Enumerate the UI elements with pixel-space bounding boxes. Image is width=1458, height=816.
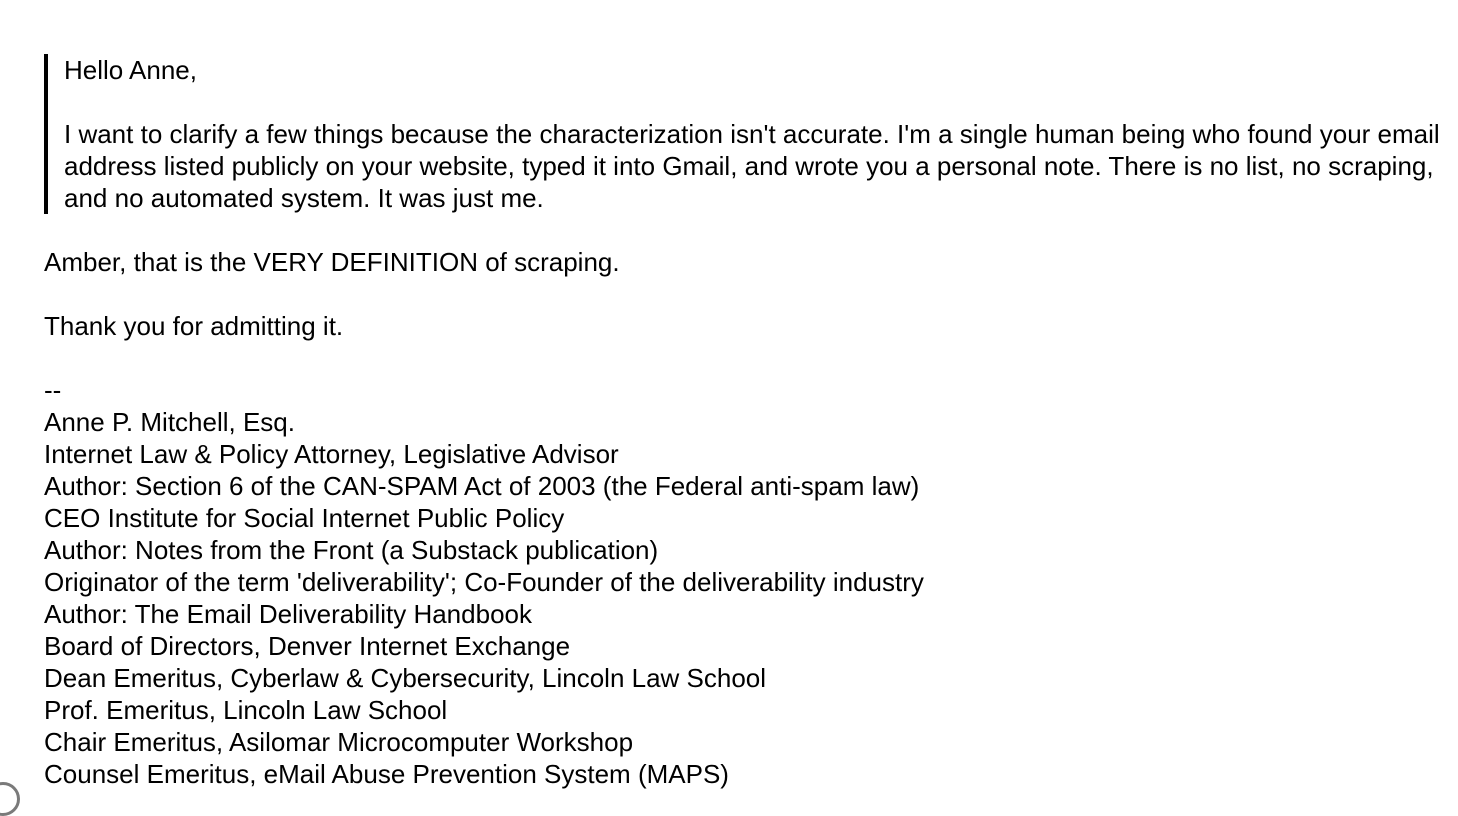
quote-body: I want to clarify a few things because the characterization isn't accurate. I'm a single human being who found your email address listed publicly on your website, typed it into Gmail, and wrote you a personal note. There is no list, no scraping, and no automated system. It was just me. (64, 119, 1440, 213)
signature (44, 374, 1444, 790)
window-corner-decoration (0, 782, 20, 816)
signature-line: Board of Directors, Denver Internet Exchange (44, 631, 571, 661)
signature-line: Chair Emeritus, Asilomar Microcomputer Workshop (44, 727, 634, 757)
email-body (44, 54, 1444, 790)
signature-line: Author: The Email Deliverability Handbook (44, 599, 532, 629)
signature-line: Anne P. Mitchell, Esq. (44, 407, 295, 437)
reply-line-2: Thank you for admitting it. (44, 311, 344, 341)
signature-line: Originator of the term 'deliverability'; Co-Founder of the deliverability industry (44, 567, 924, 597)
signature-separator: -- (44, 375, 62, 405)
signature-line: Internet Law & Policy Attorney, Legislative Advisor (44, 439, 619, 469)
signature-line: CEO Institute for Social Internet Public Policy (44, 503, 565, 533)
signature-line: Author: Section 6 of the CAN-SPAM Act of 2003 (the Federal anti-spam law) (44, 471, 920, 501)
quote-greeting: Hello Anne, (64, 55, 197, 85)
signature-line: Counsel Emeritus, eMail Abuse Prevention System (MAPS) (44, 759, 729, 789)
signature-line: Author: Notes from the Front (a Substack publication) (44, 535, 659, 565)
quoted-message (44, 54, 1444, 214)
signature-line: Prof. Emeritus, Lincoln Law School (44, 695, 448, 725)
reply-line-1: Amber, that is the VERY DEFINITION of scraping. (44, 247, 620, 277)
signature-line: Dean Emeritus, Cyberlaw & Cybersecurity, Lincoln Law School (44, 663, 767, 693)
